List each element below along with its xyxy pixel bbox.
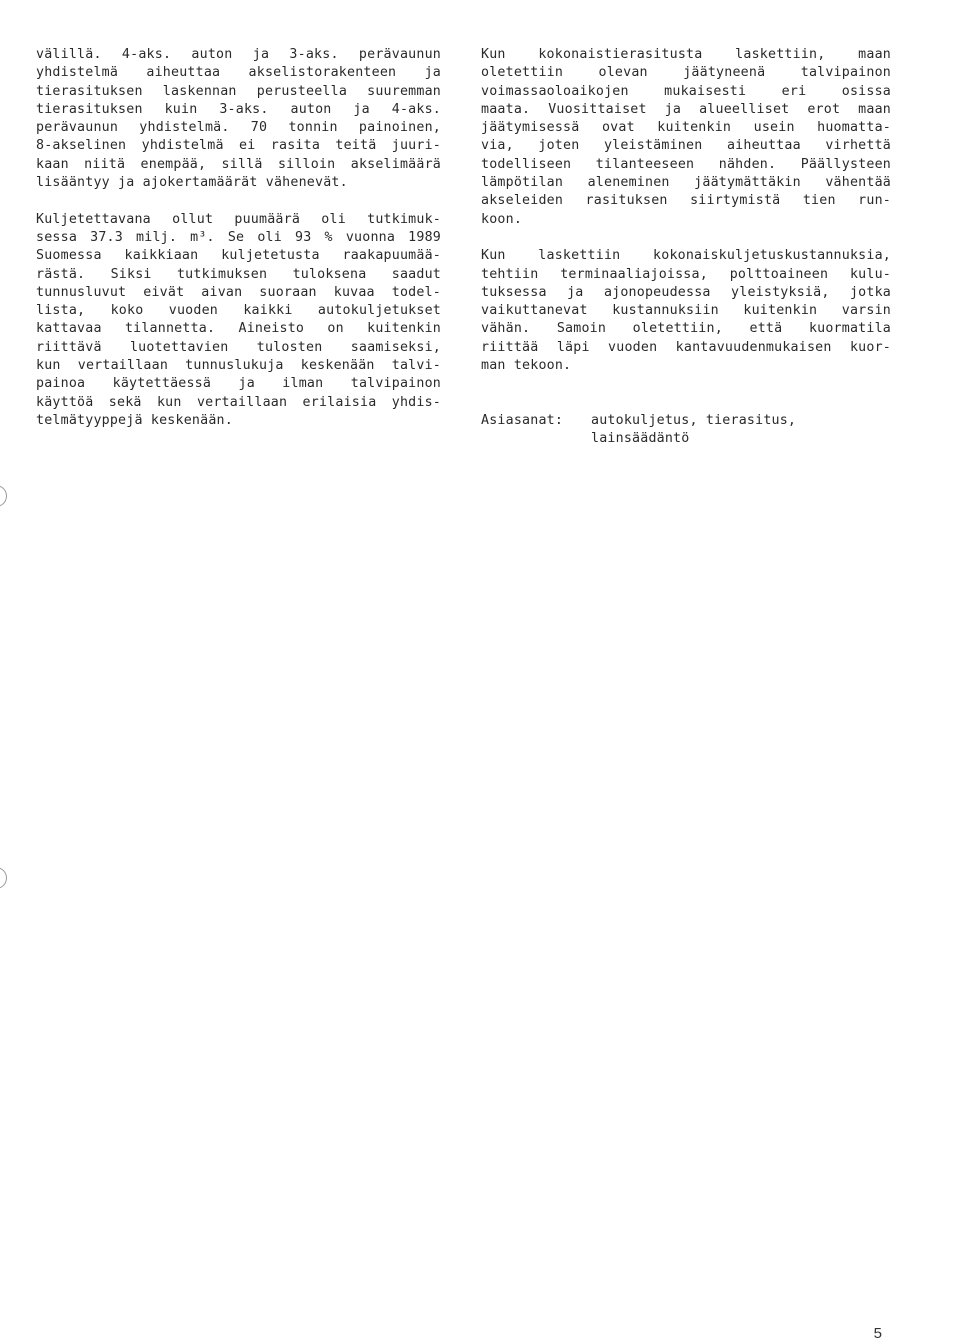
- text-line: riittää läpi vuoden kantavuudenmukaisen kuor-: [481, 339, 891, 355]
- text-line: vaikuttanevat kustannuksiin kuitenkin varsin: [481, 303, 891, 319]
- right-paragraph-1: [481, 46, 891, 229]
- text-line: Kun kokonaistierasitusta laskettiin, maan: [481, 47, 891, 62]
- page-number: 5: [873, 1325, 882, 1342]
- text-line: sessa 37.3 milj. m³. Se oli 93 % vuonna 1989: [36, 229, 441, 245]
- text-line: tierasituksen laskennan perusteella suuremman: [36, 83, 441, 99]
- text-line: kaan niitä enempää, sillä silloin akselimäärä: [36, 156, 441, 172]
- keywords-values: [591, 412, 796, 449]
- text-line: jäätymisessä ovat kuitenkin usein huomatta-: [481, 120, 891, 136]
- text-line: vähän. Samoin oletettiin, että kuormatila: [481, 321, 891, 337]
- text-line: koon.: [481, 211, 523, 227]
- text-line: tunnusluvut eivät aivan suoraan kuvaa todel-: [36, 284, 441, 300]
- text-line: yhdistelmä aiheuttaa akselistorakenteen ja: [36, 65, 441, 81]
- text-line: via, joten yleistäminen aiheuttaa virhettä: [481, 138, 891, 154]
- text-line: tehtiin terminaaliajoissa, polttoaineen kulu-: [481, 266, 891, 282]
- left-paragraph-1: [36, 46, 441, 192]
- text-line: kattavaa tilannetta. Aineisto on kuitenkin: [36, 321, 441, 337]
- text-line: kun vertaillaan tunnuslukuja keskenään talvi-: [36, 358, 441, 374]
- keywords-label: Asiasanat:: [481, 412, 564, 428]
- text-line: lisääntyy ja ajokertamäärät vähenevät.: [36, 175, 348, 191]
- right-column: [481, 46, 891, 449]
- text-line: 8-akselinen yhdistelmä ei rasita teitä juuri-: [36, 138, 441, 154]
- text-line: maata. Vuosittaiset ja alueelliset erot maan: [481, 101, 891, 117]
- text-line: voimassaoloaikojen mukaisesti eri osissa: [481, 83, 891, 99]
- text-line: painoa käytettäessä ja ilman talvipainon: [36, 376, 441, 392]
- text-line: tierasituksen kuin 3-aks. auton ja 4-aks.: [36, 101, 441, 117]
- text-line: tuksessa ja ajonopeudessa yleistyksiä, jotka: [481, 284, 891, 300]
- text-line: oletettiin olevan jäätyneenä talvipainon: [481, 65, 891, 81]
- keywords-block: [481, 412, 891, 449]
- text-line: todelliseen tilanteeseen nähden. Päällysteen: [481, 156, 891, 172]
- text-line: Suomessa kaikkiaan kuljetetusta raakapuumää-: [36, 248, 441, 264]
- punch-hole-mark: [0, 867, 7, 889]
- right-paragraph-2: [481, 247, 891, 375]
- text-line: lämpötilan aleneminen jäätymättäkin vähentää: [481, 175, 891, 191]
- keyword-line: lainsäädäntö: [591, 431, 690, 447]
- left-paragraph-2: [36, 211, 441, 431]
- text-line: rästä. Siksi tutkimuksen tuloksena saadut: [36, 266, 441, 282]
- text-line: perävaunun yhdistelmä. 70 tonnin painoinen,: [36, 120, 441, 136]
- left-column: [36, 46, 441, 430]
- keyword-line: autokuljetus, tierasitus,: [591, 412, 797, 428]
- text-line: man tekoon.: [481, 358, 572, 374]
- text-line: Kuljetettavana ollut puumäärä oli tutkimuk-: [36, 211, 441, 227]
- text-line: käyttöä sekä kun vertaillaan erilaisia yhdis-: [36, 394, 441, 410]
- text-line: Kun laskettiin kokonaiskuljetuskustannuksia,: [481, 248, 891, 264]
- text-line: akseleiden rasituksen siirtymistä tien run-: [481, 193, 891, 209]
- punch-hole-mark: [0, 485, 7, 507]
- text-line: välillä. 4-aks. auton ja 3-aks. perävaunun: [36, 47, 441, 62]
- text-line: riittävä luotettavien tulosten saamiseksi,: [36, 339, 441, 355]
- text-line: telmätyyppejä keskenään.: [36, 412, 233, 428]
- text-line: lista, koko vuoden kaikki autokuljetukset: [36, 303, 441, 319]
